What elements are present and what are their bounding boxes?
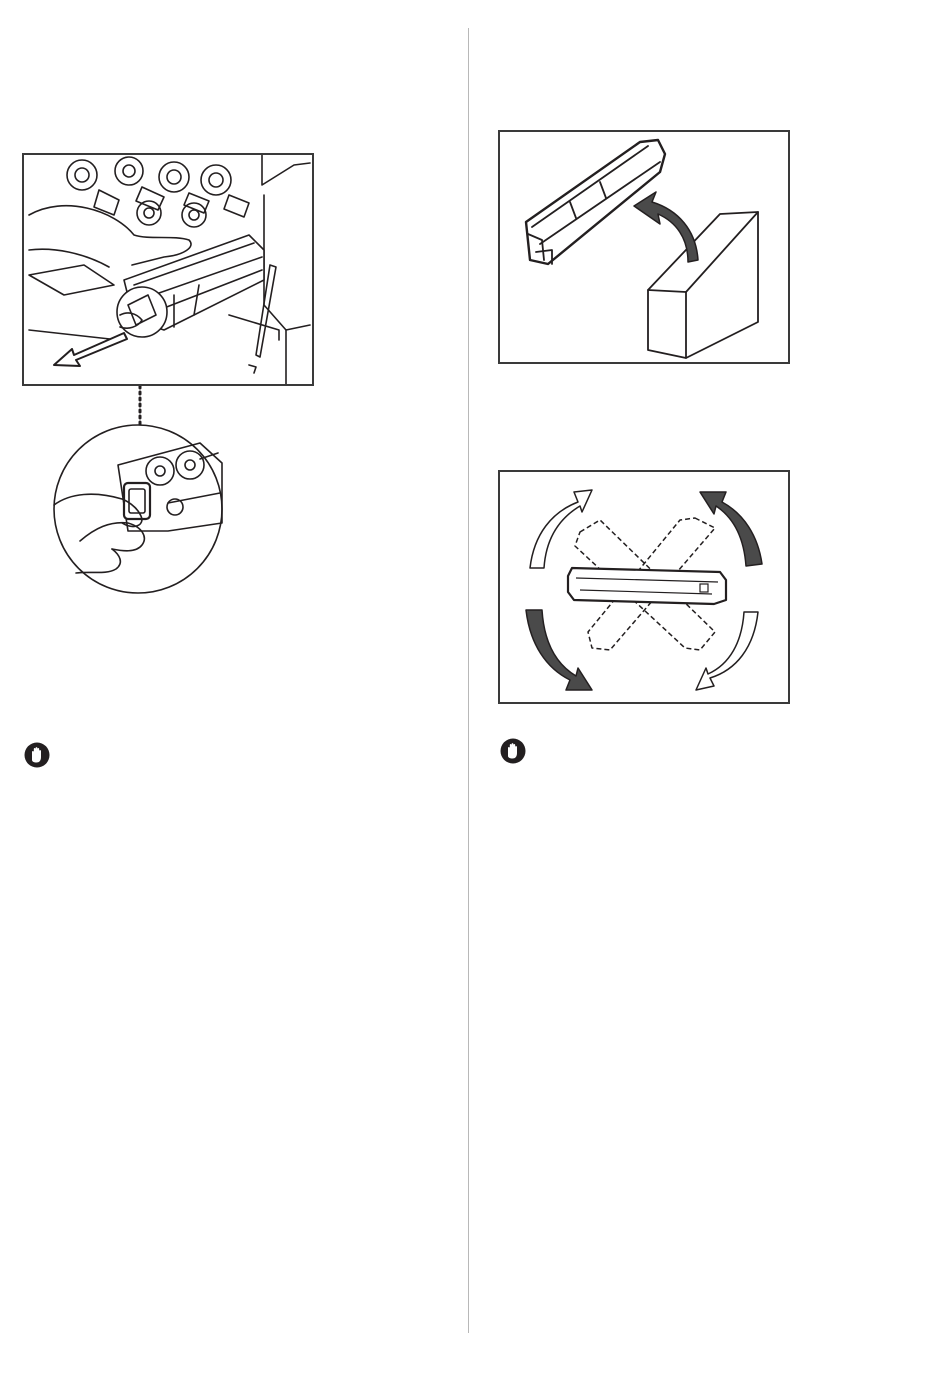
cartridge-from-box-drawing — [500, 132, 788, 362]
rotate-arrow-icon — [696, 612, 758, 690]
rotate-arrow-icon — [530, 490, 592, 568]
grip-detail-magnifier — [50, 423, 228, 597]
caution-hand-icon — [24, 742, 50, 768]
caution-hand-icon — [500, 738, 526, 764]
column-divider — [468, 28, 469, 1333]
lift-arrow-icon — [634, 192, 698, 262]
remove-cartridge-illustration — [22, 153, 314, 386]
callout-dotted-line — [133, 386, 147, 428]
cartridge-drawing — [568, 568, 726, 604]
machine-interior-drawing — [24, 155, 312, 384]
rotate-arrow-icon — [526, 610, 592, 690]
unpack-cartridge-illustration — [498, 130, 790, 364]
rotate-arrow-icon — [700, 492, 762, 566]
tilt-warning-drawing — [500, 472, 788, 702]
keep-horizontal-illustration — [498, 470, 790, 704]
